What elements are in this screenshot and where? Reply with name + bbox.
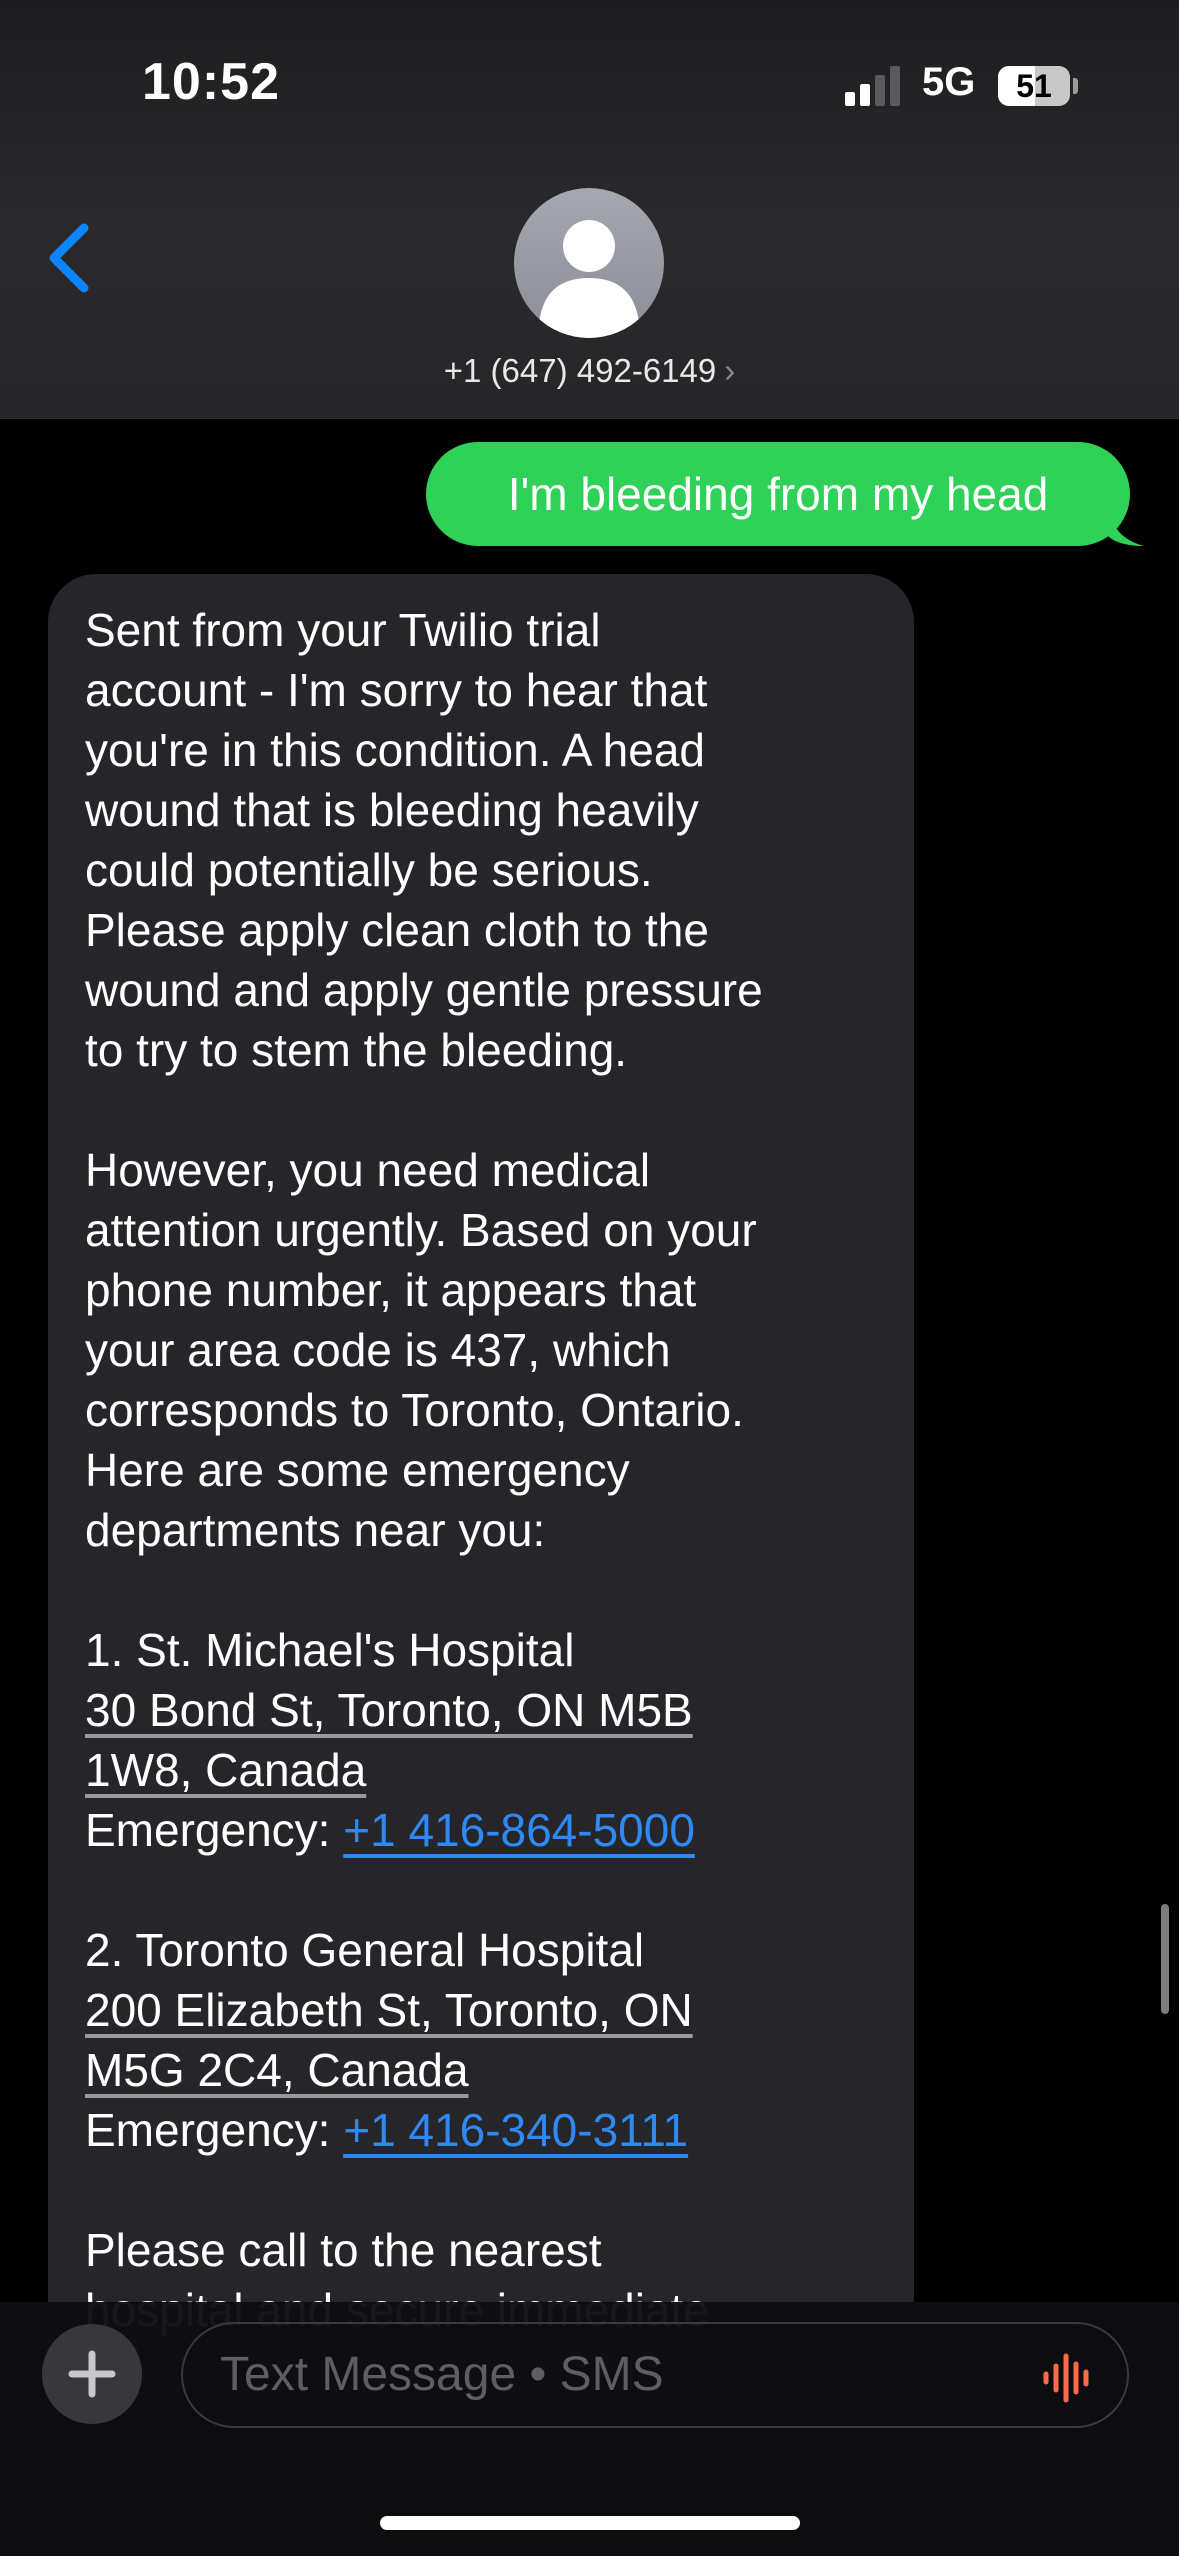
sent-message-bubble[interactable] bbox=[426, 442, 1130, 546]
address-link[interactable]: 1W8, Canada bbox=[85, 1744, 367, 1796]
plus-icon bbox=[42, 2324, 142, 2424]
received-message-bubble[interactable] bbox=[48, 574, 914, 2394]
text-line: Please apply clean cloth to the bbox=[85, 904, 709, 956]
text-line: corresponds to Toronto, Ontario. bbox=[85, 1384, 744, 1436]
home-indicator bbox=[380, 2516, 800, 2530]
text-line: wound and apply gentle pressure bbox=[85, 964, 763, 1016]
battery-nub bbox=[1073, 78, 1078, 94]
text-line: Here are some emergency bbox=[85, 1444, 630, 1496]
hospital-address-line[interactable] bbox=[85, 1740, 878, 1800]
hospital-name: 2. Toronto General Hospital bbox=[85, 1924, 645, 1976]
contact-number: +1 (647) 492-6149 bbox=[443, 352, 717, 389]
text-line: Please call to the nearest bbox=[85, 2224, 602, 2276]
phone-link[interactable]: +1 416-864-5000 bbox=[343, 1804, 695, 1856]
message-input-placeholder[interactable]: Text Message • SMS bbox=[220, 2348, 664, 2401]
sent-message-text: I'm bleeding from my head bbox=[507, 468, 1049, 520]
emergency-label: Emergency: bbox=[85, 1804, 344, 1856]
text-line: departments near you: bbox=[85, 1504, 546, 1556]
chevron-left-icon[interactable] bbox=[44, 222, 96, 294]
battery-percent: 51 bbox=[1016, 68, 1052, 104]
address-link[interactable]: 200 Elizabeth St, Toronto, ON bbox=[85, 1984, 693, 2036]
hospital-entry bbox=[85, 1920, 878, 2160]
text-line: to try to stem the bleeding. bbox=[85, 1024, 628, 1076]
emergency-line bbox=[85, 2100, 878, 2160]
text-line: your area code is 437, which bbox=[85, 1324, 671, 1376]
emergency-label: Emergency: bbox=[85, 2104, 344, 2156]
hospital-address-line[interactable] bbox=[85, 1680, 878, 1740]
hospital-name: 1. St. Michael's Hospital bbox=[85, 1624, 575, 1676]
text-line: could potentially be serious. bbox=[85, 844, 653, 896]
address-link[interactable]: M5G 2C4, Canada bbox=[85, 2044, 469, 2096]
bubble-tail bbox=[1108, 506, 1144, 546]
text-line: However, you need medical bbox=[85, 1144, 651, 1196]
hospital-address-line[interactable] bbox=[85, 1980, 878, 2040]
phone-link[interactable]: +1 416-340-3111 bbox=[343, 2104, 689, 2156]
waveform-icon[interactable] bbox=[1040, 2350, 1096, 2406]
cellular-signal-icon bbox=[845, 66, 905, 106]
hospital-address-line[interactable] bbox=[85, 2040, 878, 2100]
message-paragraph bbox=[85, 600, 878, 1080]
emergency-line bbox=[85, 1800, 878, 1860]
add-attachment-button[interactable] bbox=[42, 2324, 142, 2424]
text-line: wound that is bleeding heavily bbox=[85, 784, 699, 836]
hospital-entry bbox=[85, 1620, 878, 1860]
text-line: attention urgently. Based on your bbox=[85, 1204, 757, 1256]
contact-avatar[interactable] bbox=[514, 188, 664, 338]
text-line: Sent from your Twilio trial bbox=[85, 604, 601, 656]
status-time: 10:52 bbox=[142, 53, 280, 111]
contact-name-button[interactable] bbox=[0, 352, 1179, 390]
person-icon bbox=[514, 188, 664, 338]
text-line: phone number, it appears that bbox=[85, 1264, 697, 1316]
message-paragraph bbox=[85, 1140, 878, 1560]
battery-icon bbox=[998, 66, 1070, 106]
address-link[interactable]: 30 Bond St, Toronto, ON M5B bbox=[85, 1684, 693, 1736]
text-line: you're in this condition. A head bbox=[85, 724, 705, 776]
network-type: 5G bbox=[922, 60, 976, 104]
text-line: account - I'm sorry to hear that bbox=[85, 664, 708, 716]
scroll-indicator[interactable] bbox=[1161, 1904, 1169, 2014]
chevron-right-icon: › bbox=[724, 352, 736, 389]
conversation-header bbox=[0, 0, 1179, 419]
